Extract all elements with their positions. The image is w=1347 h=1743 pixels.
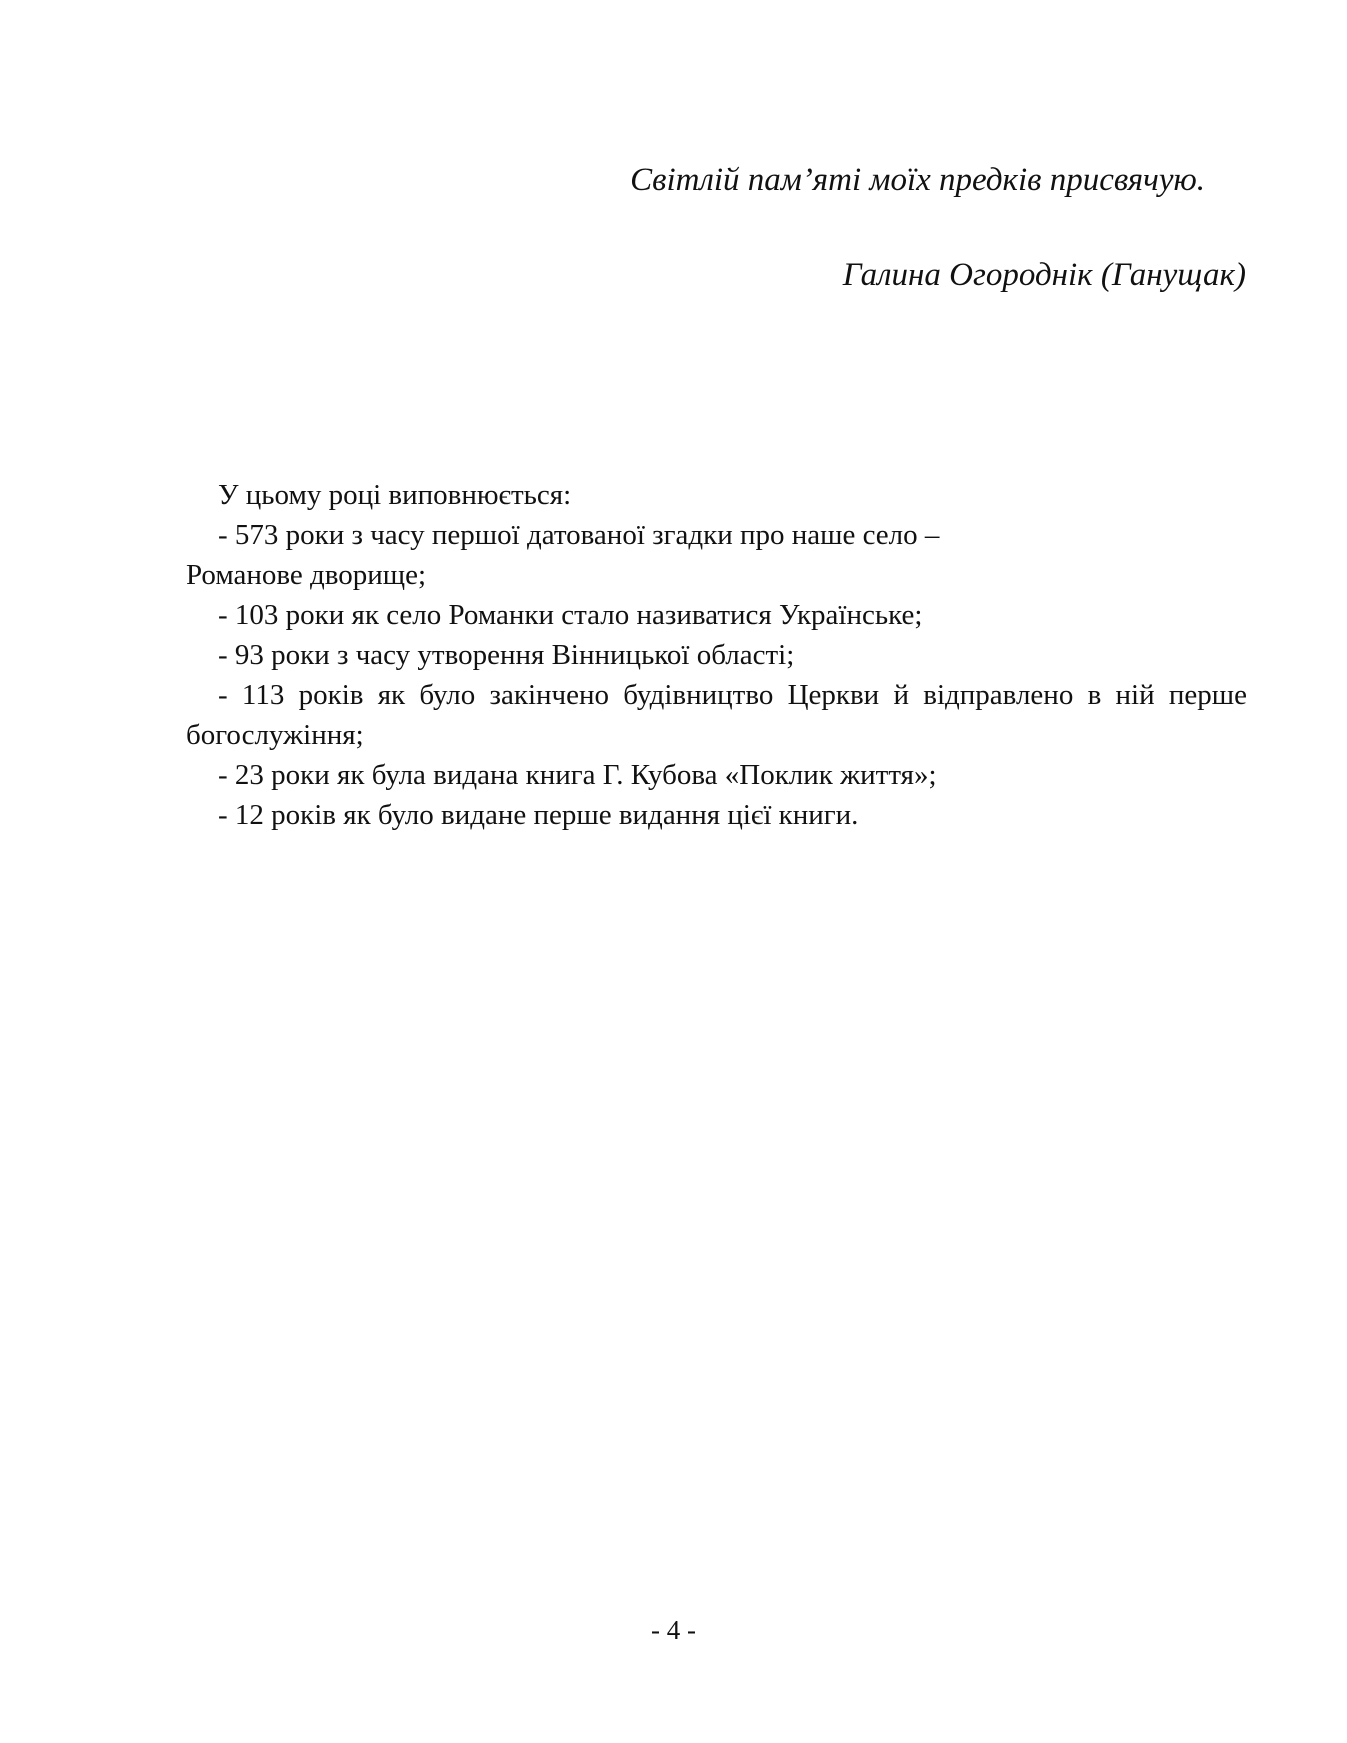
author-signature: Галина Огороднік (Ганущак) [842, 257, 1246, 293]
list-item: - 573 роки з часу першої датованої згадки про наше село – [218, 519, 940, 551]
list-item: - 23 роки як була видана книга Г. Кубова «Поклик життя»; [218, 759, 937, 791]
list-item: - 12 років як було видане перше видання цієї книги. [218, 799, 859, 831]
list-item: - 93 роки з часу утворення Вінницької області; [218, 639, 795, 671]
intro-line: У цьому році виповнюється: [218, 479, 572, 511]
dedication-text: Світлій пам’яті моїх предків присвячую. [630, 162, 1205, 198]
list-item: - 113 років як було закінчено будівництво Церкви й відправлено в ній перше богослужіння; [186, 679, 1247, 751]
anniversary-list [186, 475, 1247, 835]
list-item-continuation: Романове дворище; [186, 559, 427, 591]
list-item: - 103 роки як село Романки стало називатися Українське; [218, 599, 923, 631]
page-number: - 4 - [651, 1615, 696, 1645]
